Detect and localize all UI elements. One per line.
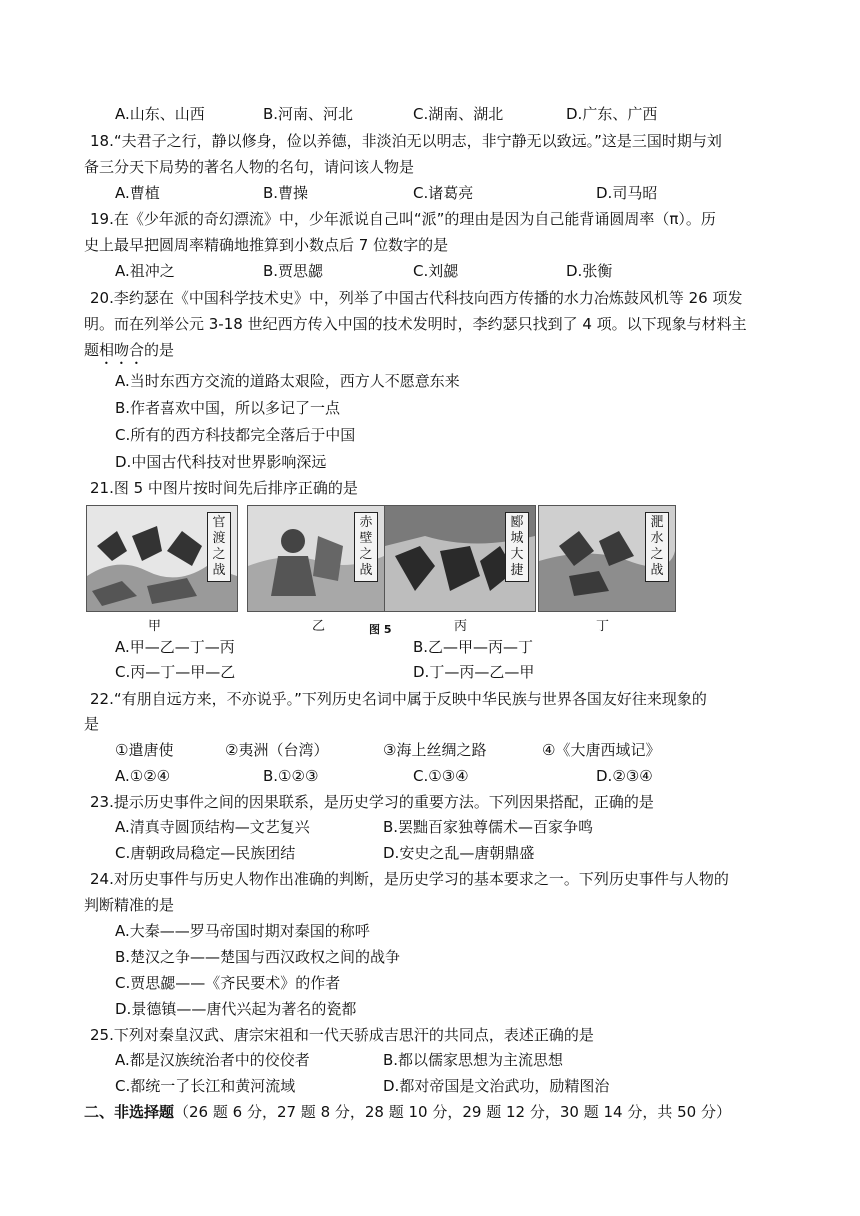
q18-option-b: B.曹操 [263, 184, 309, 202]
q20-stem-line2: 明。而在列举公元 3-18 世纪西方传入中国的技术发明时，李约瑟只找到了 4 项。以下现象与材料主 [84, 315, 747, 333]
q18-stem-line1: 18.“夫君子之行，静以修身，俭以养德，非淡泊无以明志，非宁静无以致远。”这是三国时期与刘 [90, 132, 722, 150]
q25-stem: 25.下列对秦皇汉武、唐宗宋祖和一代天骄成吉思汗的共同点，表述正确的是 [90, 1026, 594, 1044]
q18-option-c: C.诸葛亮 [413, 184, 474, 202]
q19-option-b: B.贾思勰 [263, 262, 324, 280]
q20-emphasis: 相吻合 [99, 341, 145, 359]
q24-stem-line1: 24.对历史事件与历史人物作出准确的判断，是历史学习的基本要求之一。下列历史事件与人物的 [90, 870, 729, 888]
q18-option-d: D.司马昭 [596, 184, 658, 202]
q17-option-b: B.河南、河北 [263, 105, 354, 123]
q20-option-d: D.中国古代科技对世界影响深远 [115, 453, 327, 471]
q20-option-c: C.所有的西方科技都完全落后于中国 [115, 426, 356, 444]
picture-tag-yi: 赤壁之战 [354, 512, 378, 582]
q25-option-c: C.都统一了长江和黄河流域 [115, 1077, 296, 1095]
picture-ding [538, 505, 676, 612]
picture-tag-bing: 郾城大捷 [505, 512, 529, 582]
section-2-heading [84, 1102, 731, 1122]
picture-label-ding: 丁 [596, 619, 610, 634]
q18-stem-line2: 备三分天下局势的著名人物的名句，请问该人物是 [84, 158, 415, 176]
q20-option-b: B.作者喜欢中国，所以多记了一点 [115, 399, 341, 417]
q19-stem-line2: 史上最早把圆周率精确地推算到小数点后 7 位数字的是 [84, 236, 449, 254]
q23-option-c: C.唐朝政局稳定—民族团结 [115, 844, 296, 862]
q21-option-c: C.丙—丁—甲—乙 [115, 663, 236, 681]
q18-option-a: A.曹植 [115, 184, 160, 202]
picture-tag-ding: 淝水之战 [645, 512, 669, 582]
q23-option-b: B.罢黜百家独尊儒术—百家争鸣 [383, 818, 594, 836]
q19-option-d: D.张衡 [566, 262, 613, 280]
q17-option-c: C.湖南、湖北 [413, 105, 504, 123]
q20-line3-post: 的是 [144, 341, 175, 359]
picture-tag-jia: 官渡之战 [207, 512, 231, 582]
picture-label-jia: 甲 [148, 619, 162, 634]
q22-item-2: ②夷洲（台湾） [225, 741, 329, 759]
picture-yi [247, 505, 385, 612]
q25-option-a: A.都是汉族统治者中的佼佼者 [115, 1051, 310, 1069]
q22-item-4: ④《大唐西域记》 [542, 741, 661, 759]
q25-option-b: B.都以儒家思想为主流思想 [383, 1051, 564, 1069]
q17-option-d: D.广东、广西 [566, 105, 658, 123]
q21-option-b: B.乙—甲—丙—丁 [413, 638, 534, 656]
q21-option-d: D.丁—丙—乙—甲 [413, 663, 535, 681]
q23-option-a: A.清真寺圆顶结构—文艺复兴 [115, 818, 310, 836]
q19-stem-line1: 19.在《少年派的奇幻漂流》中，少年派说自己叫“派”的理由是因为自己能背诵圆周率（π）。历 [90, 210, 716, 228]
q22-item-3: ③海上丝绸之路 [383, 741, 487, 759]
q20-option-a: A.当时东西方交流的道路太艰险，西方人不愿意东来 [115, 372, 460, 390]
picture-jia [86, 505, 238, 612]
q22-option-a: A.①②④ [115, 767, 171, 785]
q17-option-a: A.山东、山西 [115, 105, 205, 123]
q24-option-d: D.景德镇——唐代兴起为著名的瓷都 [115, 1000, 357, 1018]
figure-caption: 图 5 [369, 623, 392, 636]
section-2-detail: （26 题 6 分，27 题 8 分，28 题 10 分，29 题 12 分，30 题 14 分，共 50 分） [174, 1103, 731, 1121]
q22-stem-line1: 22.“有朋自远方来，不亦说乎。”下列历史名词中属于反映中华民族与世界各国友好往来现象的 [90, 690, 707, 708]
q19-option-a: A.祖冲之 [115, 262, 175, 280]
q24-stem-line2: 判断精准的是 [84, 896, 175, 914]
q22-option-b: B.①②③ [263, 767, 319, 785]
picture-label-yi: 乙 [312, 619, 326, 634]
figure-5 [86, 505, 676, 635]
q20-stem-line3 [84, 340, 174, 360]
q21-stem: 21.图 5 中图片按时间先后排序正确的是 [90, 479, 358, 497]
q19-option-c: C.刘勰 [413, 262, 459, 280]
picture-label-bing: 丙 [454, 619, 468, 634]
q20-stem-line1: 20.李约瑟在《中国科学技术史》中，列举了中国古代科技向西方传播的水力冶炼鼓风机等 26 项发 [90, 289, 743, 307]
q22-item-1: ①遣唐使 [115, 741, 174, 759]
q21-option-a: A.甲—乙—丁—丙 [115, 638, 235, 656]
q23-stem: 23.提示历史事件之间的因果联系，是历史学习的重要方法。下列因果搭配，正确的是 [90, 793, 654, 811]
q23-option-d: D.安史之乱—唐朝鼎盛 [383, 844, 535, 862]
q24-option-c: C.贾思勰——《齐民要术》的作者 [115, 974, 341, 992]
q25-option-d: D.都对帝国是文治武功，励精图治 [383, 1077, 610, 1095]
picture-bing [384, 505, 536, 612]
q24-option-a: A.大秦——罗马帝国时期对秦国的称呼 [115, 922, 370, 940]
q22-stem-line2: 是 [84, 715, 100, 733]
q22-option-d: D.②③④ [596, 767, 653, 785]
q24-option-b: B.楚汉之争——楚国与西汉政权之间的战争 [115, 948, 401, 966]
q20-line3-pre: 题 [84, 341, 100, 359]
q22-option-c: C.①③④ [413, 767, 469, 785]
section-2-title: 二、非选择题 [84, 1103, 175, 1121]
